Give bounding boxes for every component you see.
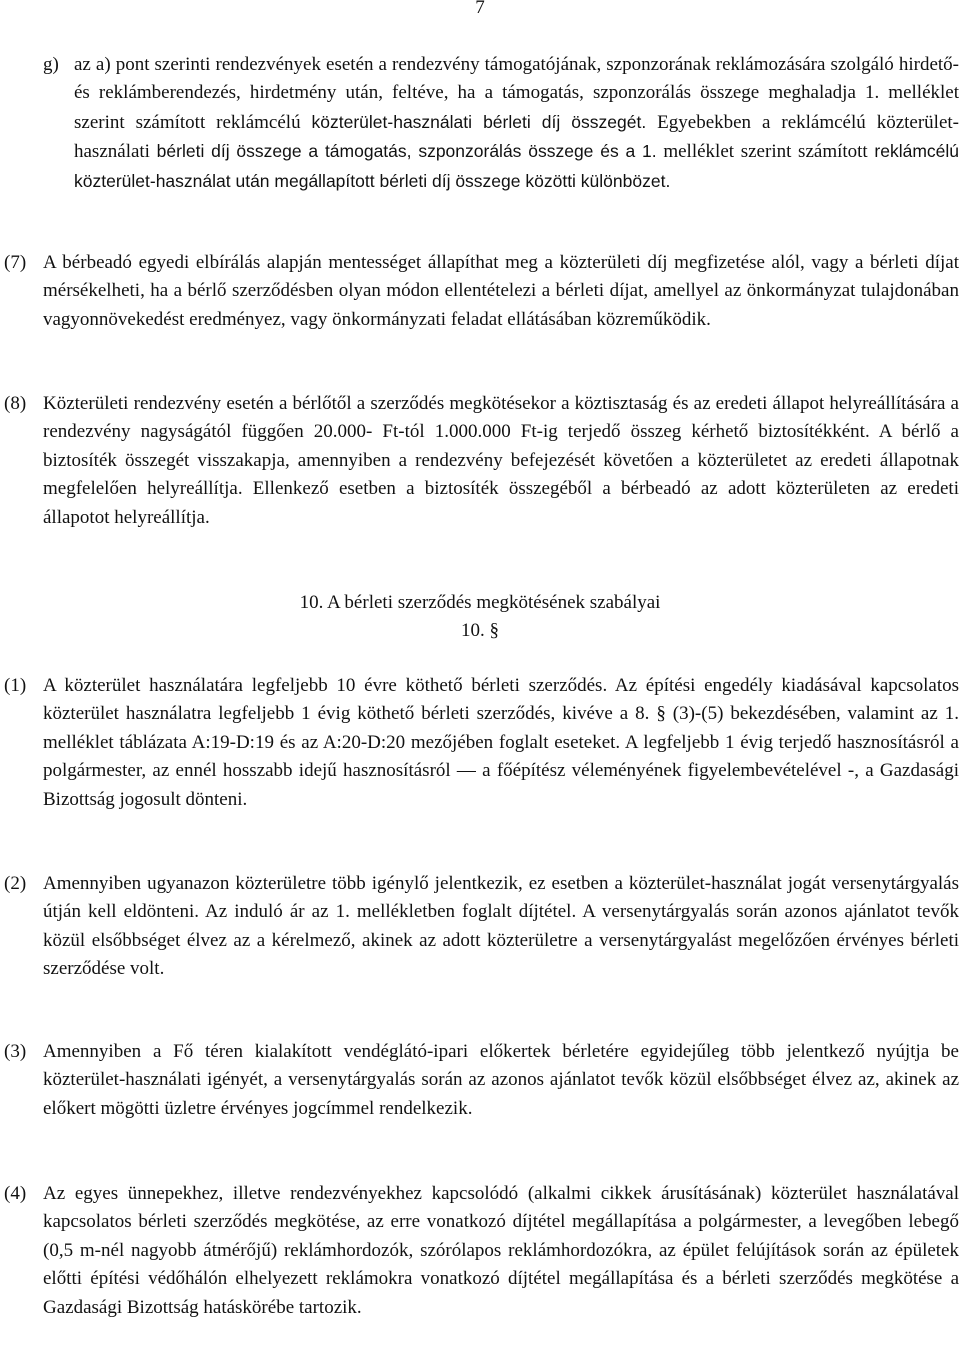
paragraph-g-body [74,51,959,196]
paragraph-s4-text: Az egyes ünnepekhez, illetve rendezvényekhez kapcsolódó (alkalmi cikkek árusításának) közterület használatával kapcsolatos bérleti szerződés megkötése, az erre vonatkozó díjtétel megállapítása a polgármester, a levegőben lebegő (0,5 m-nél nagyobb átmérőjű) reklámhordozók, szórólapos reklámhordozókra, az épület felújítások során az épületek előtti építési védőhálón elhelyezett reklámokra vonatkozó díjtétel megállapítása és a bérleti szerződés megkötése a Gazdasági Bizottság hatáskörébe tartozik. [43,1183,959,1318]
paragraph-s3-label: (3) [4,1041,27,1062]
paragraph-g-text-5: melléklet szerint számított [663,141,868,163]
paragraph-8-text: Közterületi rendezvény esetén a bérlőtől a szerződés megkötésekor a köztisztaság és az eredeti állapot helyreállítására a rendezvény nagyságától függően 20.000- Ft-tól 1.000.000 Ft-ig terjedő összeg kérhető biztosítékként. A bérlő a biztosíték összegét visszakapja, amennyiben a rendezvény befejezését követően a közterületet az eredeti állapotnak megfelelően helyreállítja. Ellenkező esetben a biztosíték összegéből a bérbeadó az adott közterületen az eredeti állapotot helyreállítja. [43,393,959,528]
paragraph-g-text-3: Egyebekben a reklámcélú közterület-használati [74,111,959,163]
page-number: 7 [475,0,485,18]
paragraph-7-text: A bérbeadó egyedi elbírálás alapján mentességet állapíthat meg a közterületi díj megfizetése alól, vagy a bérleti díjat mérsékelheti, ha a bérlő szerződésben olyan módon ellentételezi a bérleti díjat, amellyel az önkormányzat tulajdonában vagyonnövekedést eredményez, vagy önkormányzati feladat ellátásában közreműködik. [43,252,959,330]
paragraph-s3-text: Amennyiben a Fő téren kialakított vendéglátó-ipari előkertek bérletére egyidejűleg több jelentkező nyújtja be közterület-használati igényét, a versenytárgyalás során az azonos ajánlatot tevők közül elsőbbséget élvez az, akinek az előkert mögötti üzletre érvényes jogcímmel rendelkezik. [43,1041,959,1119]
paragraph-g-text-6: reklámcélú közterület-használat után megállapított bérleti díj összege közötti különbözet. [74,141,960,191]
paragraph-s1-text: A közterület használatára legfeljebb 10 évre köthető bérleti szerződés. Az építési engedély kiadásával kapcsolatos közterület használatra legfeljebb 1 évig köthető bérleti szerződés, kivéve a 8. § (3)-(5) bekezdésében, valamint az 1. melléklet táblázata A:19-D:19 és az A:20-D:20 mezőjében foglalt eseteket. A legfeljebb 1 évig terjedő hasznosításról a polgármester, az ennél hosszabb idejű hasznosításról — a főépítész véleményének figyelembevételével -, a Gazdasági Bizottság jogosult dönteni. [43,675,959,810]
paragraph-g-text-4: bérleti díj összege a támogatás, szponzorálás összege és a 1. [156,141,657,162]
section-title: 10. A bérleti szerződés megkötésének szabályai [299,592,661,613]
paragraph-8-label: (8) [4,393,27,414]
paragraph-7-label: (7) [4,252,27,273]
paragraph-s2-text: Amennyiben ugyanazon közterületre több igénylő jelentkezik, ez esetben a közterület-használat jogát versenytárgyalás útján kell eldönteni. Az induló ár az 1. mellékletben foglalt díjtétel. A versenytárgyalás során azonos ajánlatot tevők közül elsőbbséget élvez az a kérelmező, akinek az adott közterületre a versenytárgyalást megelőzően érvényes bérleti szerződése volt. [43,873,959,980]
paragraph-g-text-1: az a) pont szerinti rendezvények esetén a rendezvény támogatójának, szponzorának reklámozására szolgáló hirdető- és reklámberendezés, hirdetmény után, feltéve, ha a támogatás, szponzorálás összege meghaladja 1. melléklet szerint számított reklámcélú [74,54,959,133]
paragraph-g-text-2: közterület-használati bérleti díj összegét. [311,111,647,132]
paragraph-g-label: g) [43,54,59,75]
section-paragraph-mark: 10. § [461,620,499,641]
paragraph-s2-label: (2) [4,873,27,894]
paragraph-s4-label: (4) [4,1183,27,1204]
paragraph-s1-label: (1) [4,675,27,696]
